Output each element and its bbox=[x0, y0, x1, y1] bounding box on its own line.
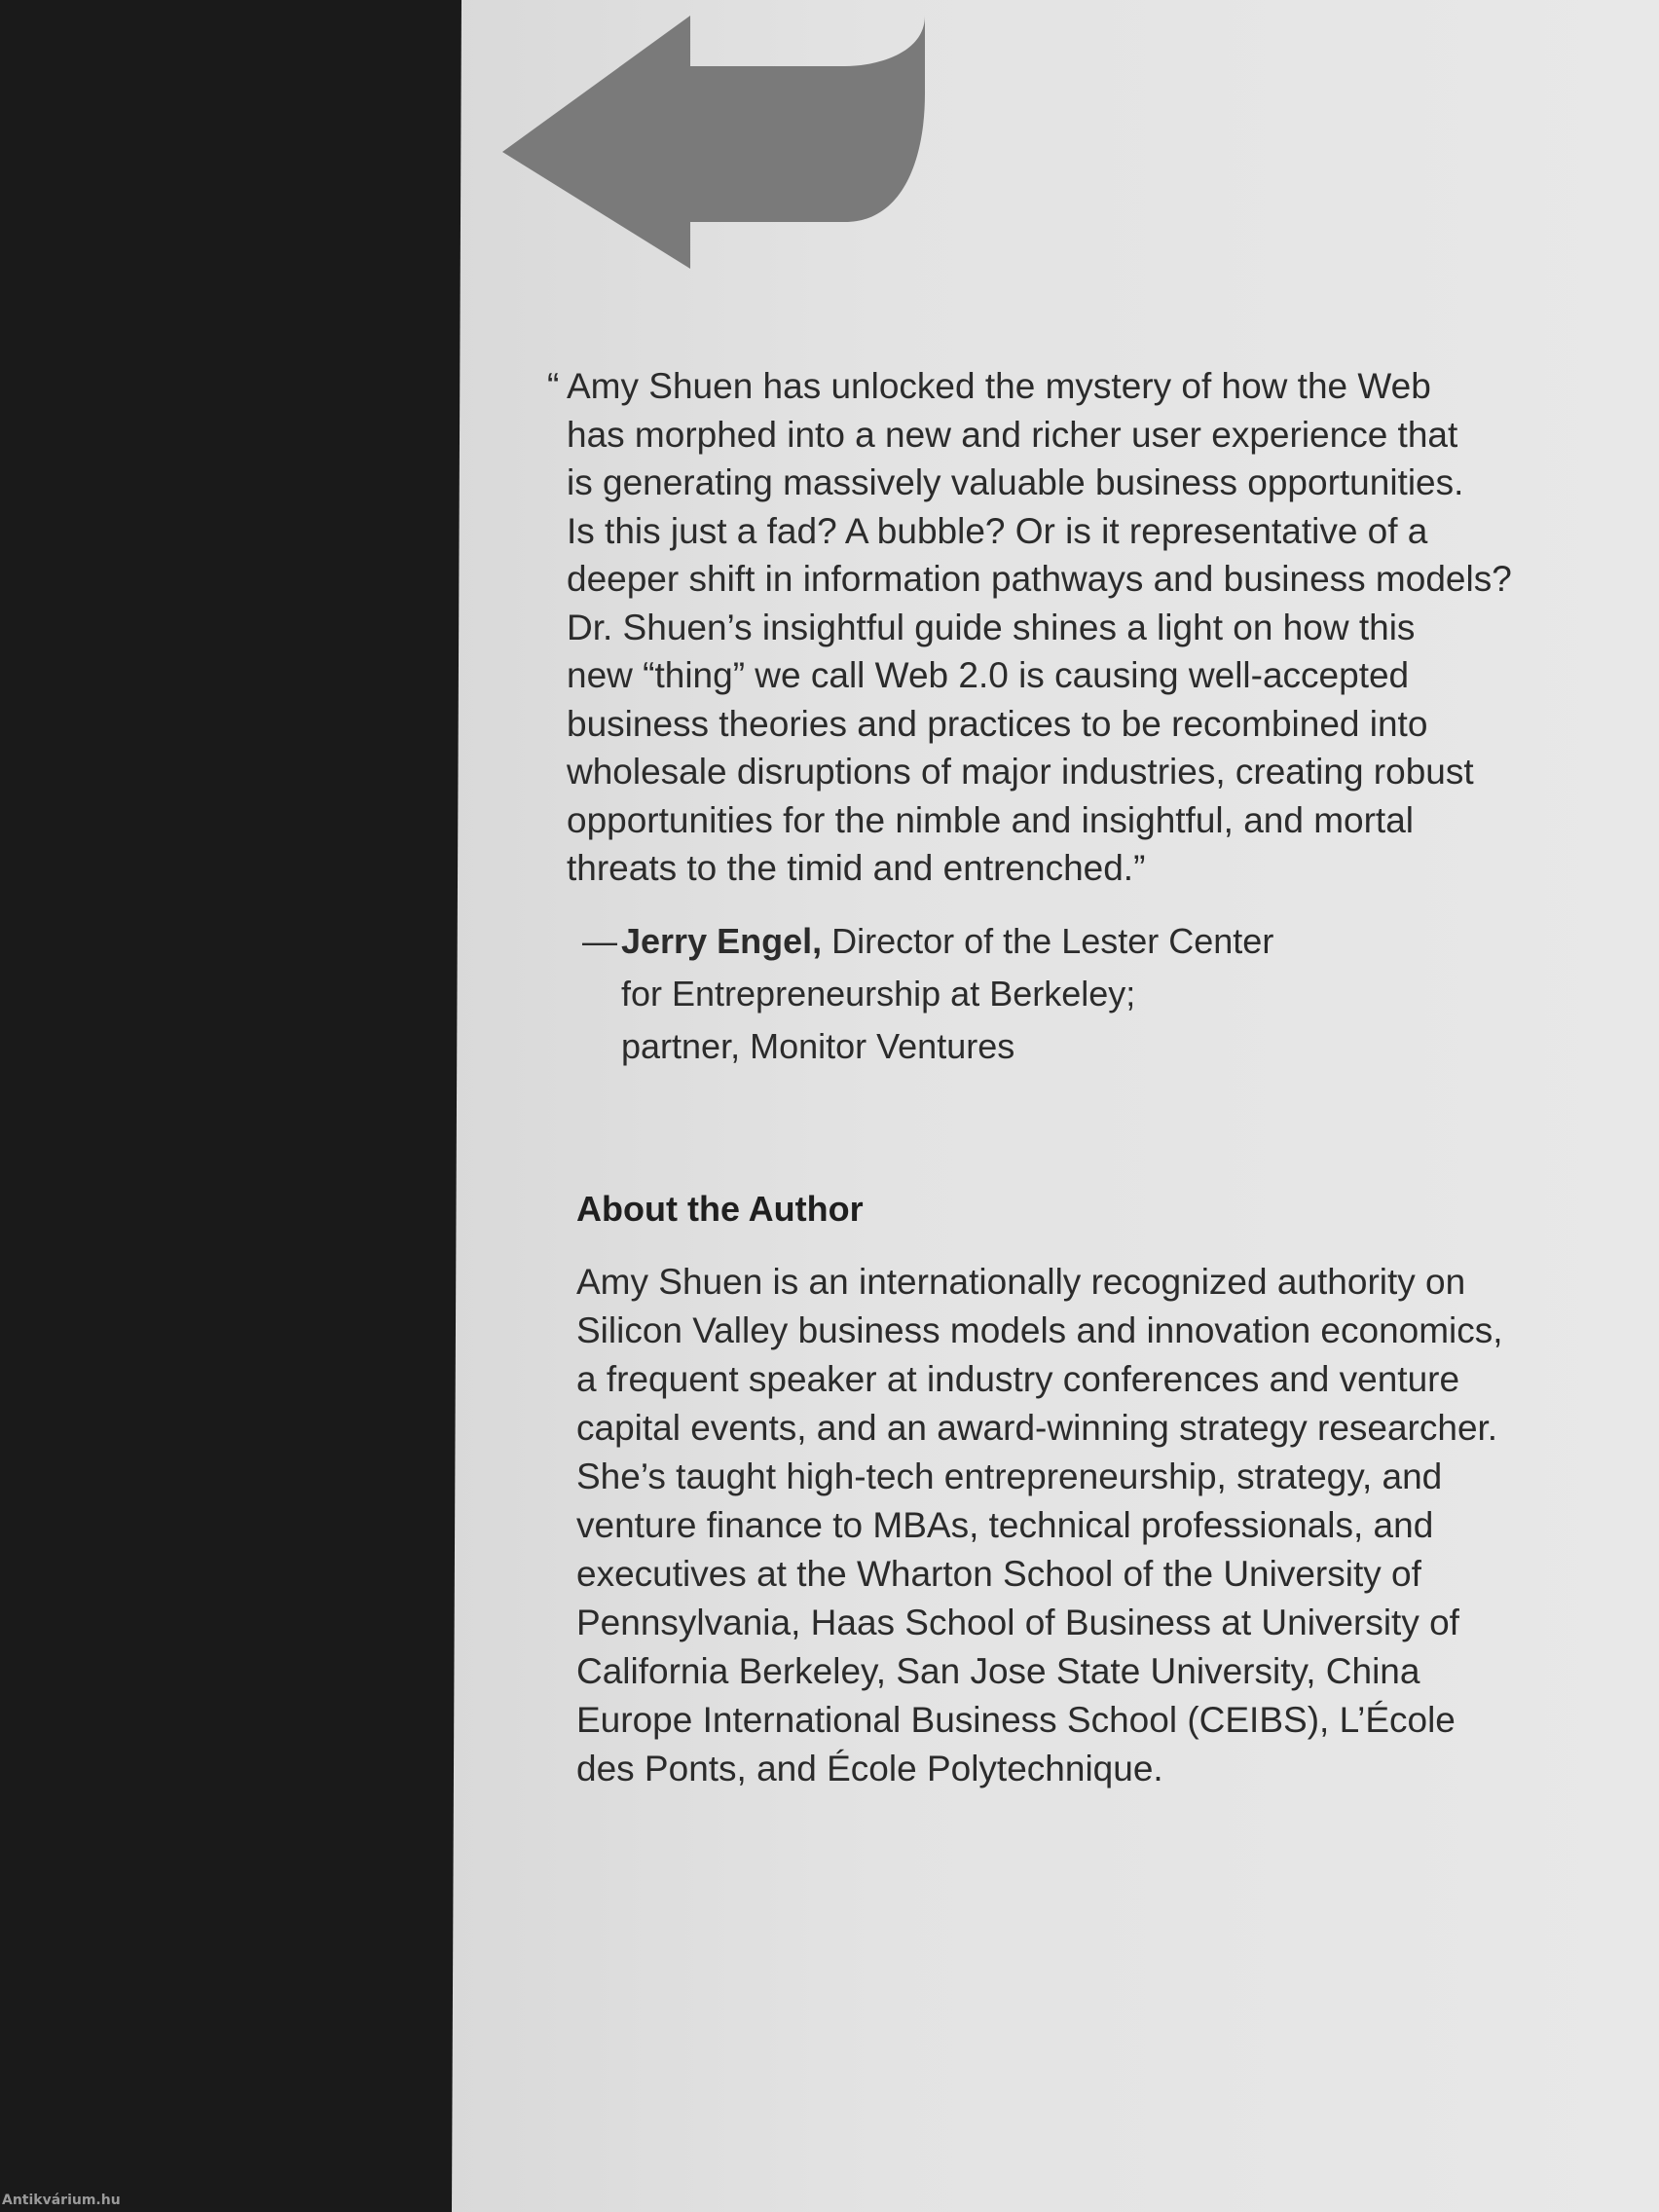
quote-line: deeper shift in information pathways and business models? bbox=[567, 559, 1512, 599]
attribution-dash: — bbox=[582, 921, 617, 961]
quote-line: is generating massively valuable business opportunities. bbox=[567, 462, 1464, 502]
dark-spine bbox=[0, 0, 460, 2212]
bio-line: She’s taught high-tech entrepreneurship, strategy, and bbox=[576, 1456, 1443, 1496]
watermark-text: Antikvárium.hu bbox=[2, 2193, 121, 2208]
bio-line: capital events, and an award-winning strategy researcher. bbox=[576, 1408, 1498, 1448]
bio-line: venture finance to MBAs, technical professionals, and bbox=[576, 1505, 1434, 1545]
cover-panel bbox=[452, 0, 1659, 2212]
author-bio bbox=[576, 1258, 1540, 1793]
bio-line: executives at the Wharton School of the University of bbox=[576, 1554, 1421, 1594]
bio-line: a frequent speaker at industry conferences and venture bbox=[576, 1359, 1460, 1399]
endorser-name: Jerry Engel, bbox=[621, 921, 823, 961]
about-author-heading: About the Author bbox=[576, 1189, 864, 1229]
attribution-line: for Entrepreneurship at Berkeley; bbox=[621, 974, 1136, 1014]
quote-line: opportunities for the nimble and insightful, and mortal bbox=[567, 799, 1415, 840]
quote-line: business theories and practices to be recombined into bbox=[567, 703, 1428, 744]
quote-line: Dr. Shuen’s insightful guide shines a light on how this bbox=[567, 607, 1416, 647]
attribution-line: — Jerry Engel, Director of the Lester Center bbox=[621, 915, 1273, 968]
quote-attribution bbox=[582, 915, 1274, 1073]
bio-line: Silicon Valley business models and innovation economics, bbox=[576, 1310, 1503, 1350]
quote-line: threats to the timid and entrenched.” bbox=[567, 848, 1146, 888]
quote-line: Is this just a fad? A bubble? Or is it representative of a bbox=[567, 510, 1428, 551]
open-quote-mark: “ bbox=[547, 366, 560, 406]
bio-line: Pennsylvania, Haas School of Business at University of bbox=[576, 1603, 1459, 1642]
bio-line: Europe International Business School (CEIBS), L’École bbox=[576, 1700, 1456, 1740]
quote-line: “ Amy Shuen has unlocked the mystery of how the Web bbox=[567, 362, 1550, 411]
quote-line: wholesale disruptions of major industries, creating robust bbox=[567, 752, 1474, 792]
quote-line: has morphed into a new and richer user experience that bbox=[567, 414, 1458, 455]
quote-line: new “thing” we call Web 2.0 is causing well-accepted bbox=[567, 655, 1410, 695]
bio-line: des Ponts, and École Polytechnique. bbox=[576, 1749, 1163, 1788]
endorsement-quote bbox=[547, 362, 1550, 893]
bio-line: Amy Shuen is an internationally recognized authority on bbox=[576, 1262, 1466, 1302]
attribution-line: partner, Monitor Ventures bbox=[621, 1026, 1015, 1066]
back-arrow-icon bbox=[502, 16, 931, 269]
bio-line: California Berkeley, San Jose State University, China bbox=[576, 1651, 1420, 1691]
